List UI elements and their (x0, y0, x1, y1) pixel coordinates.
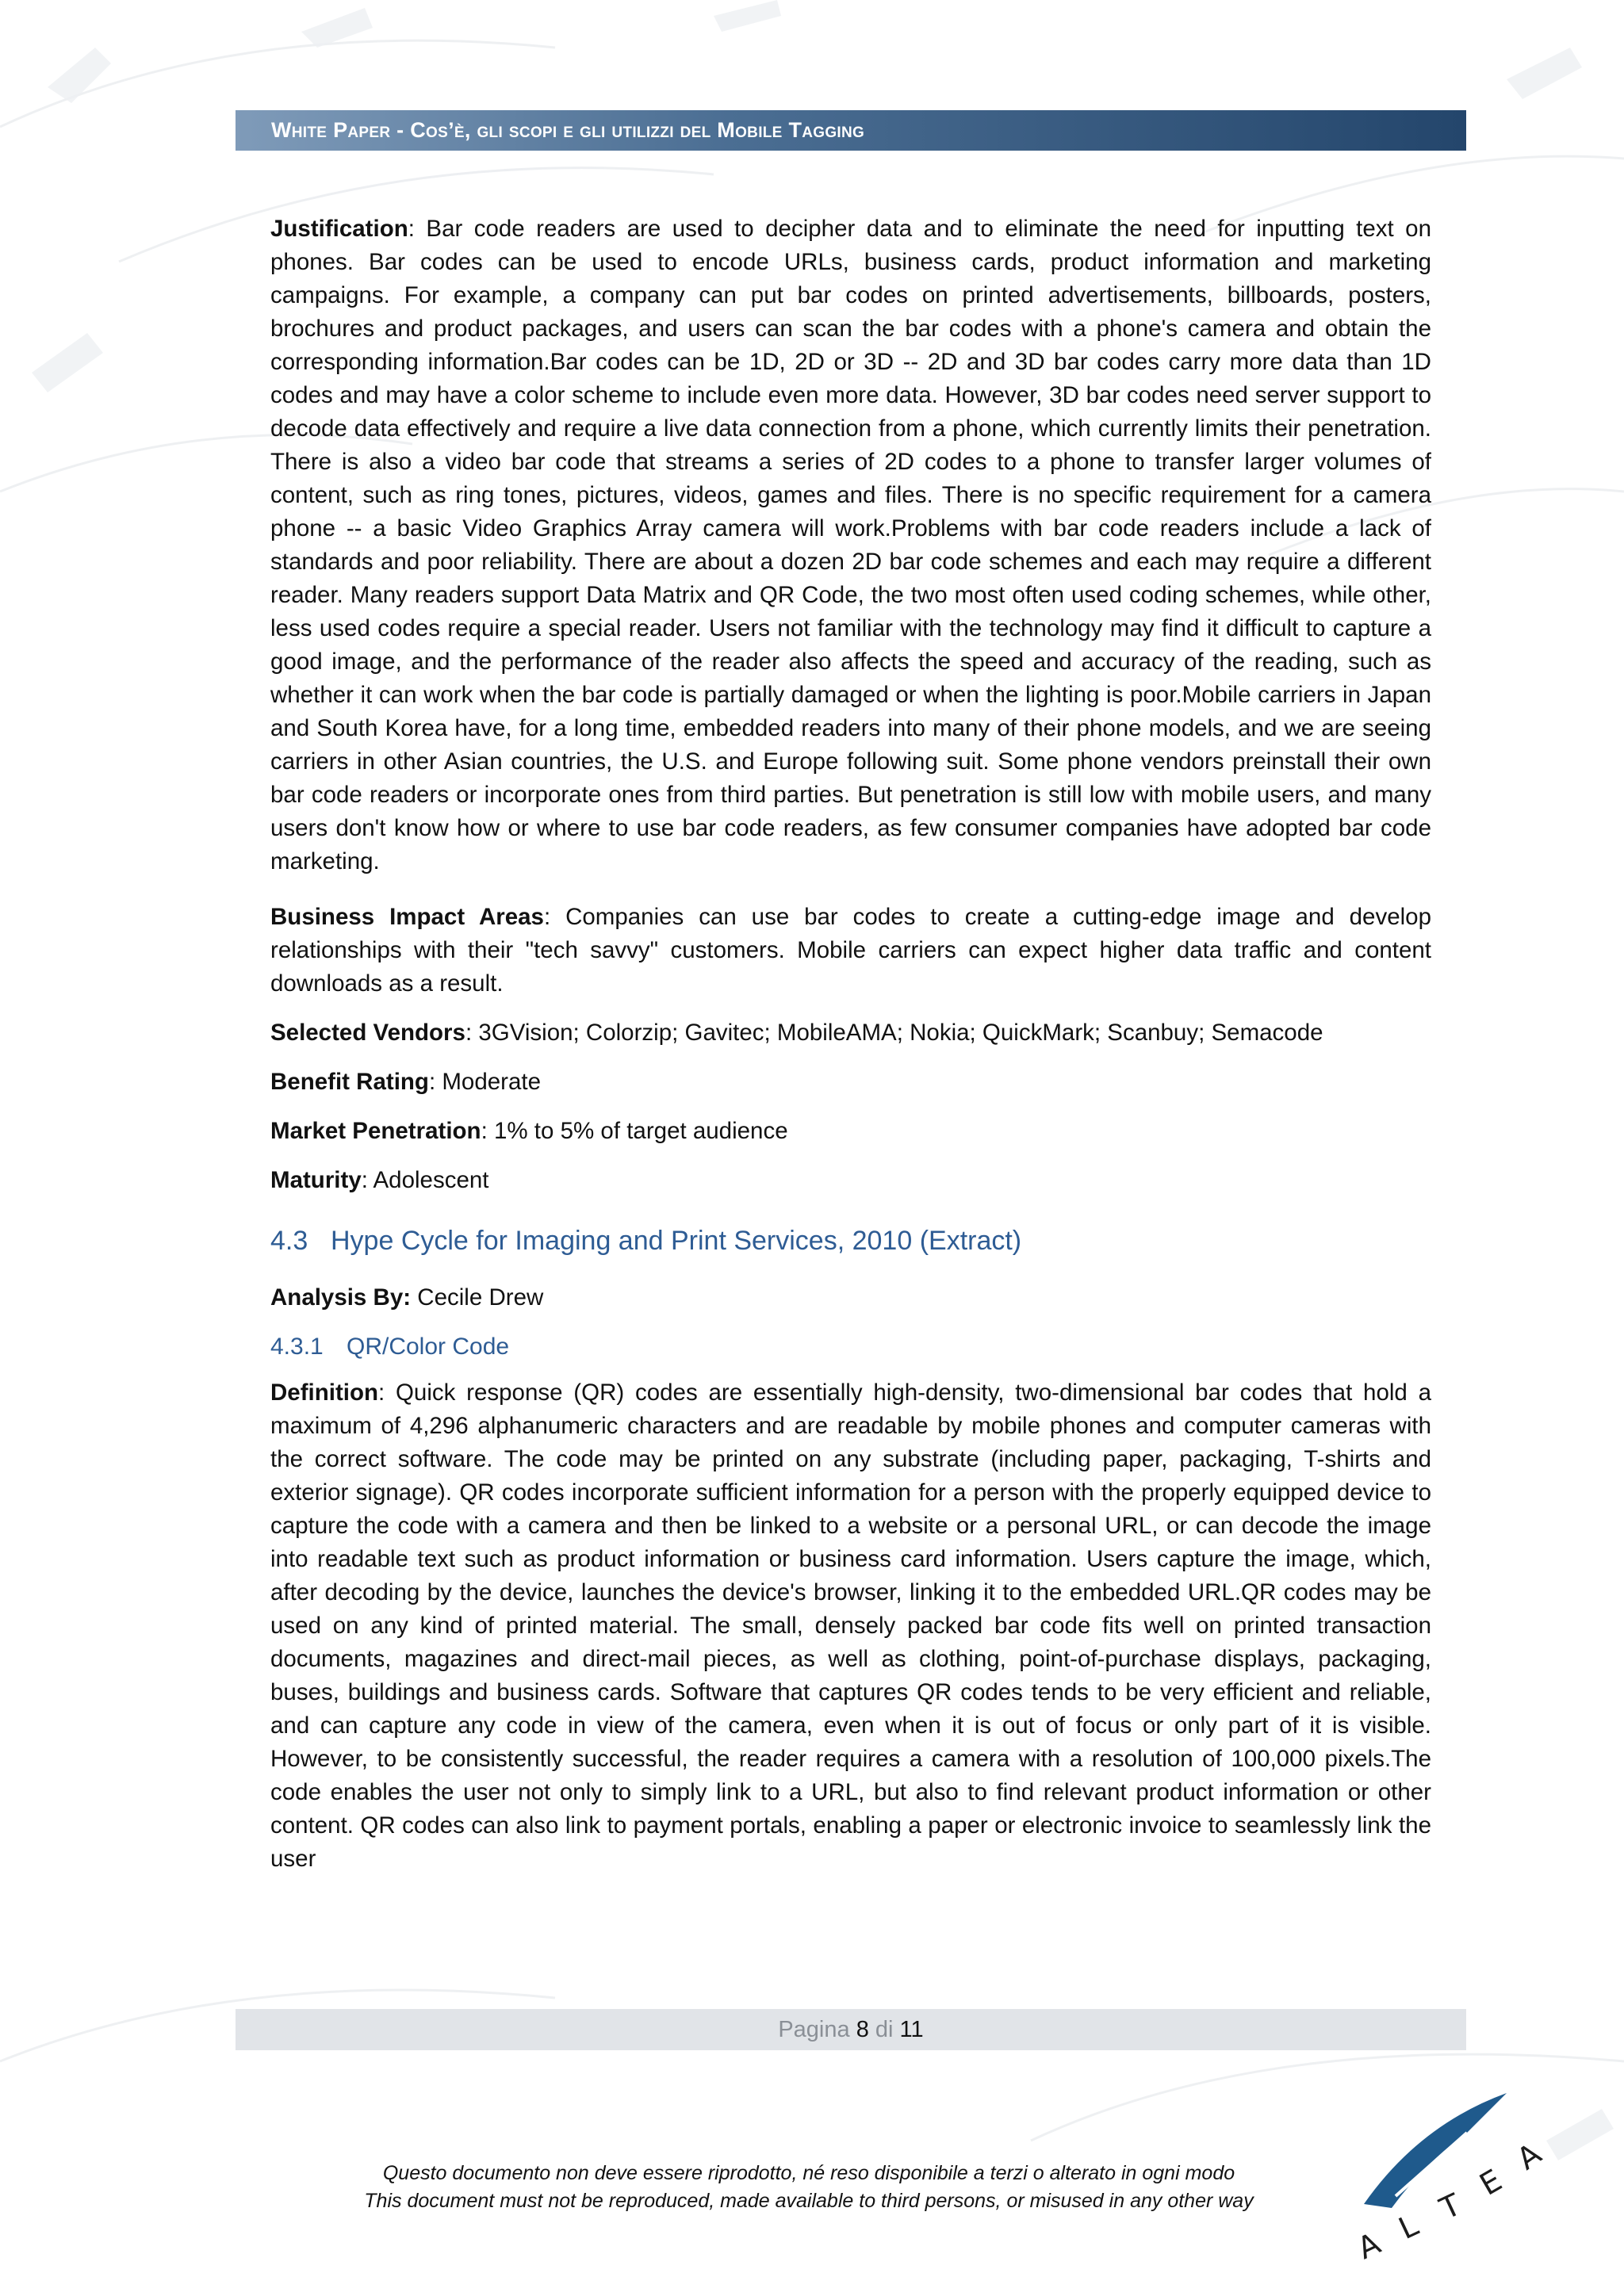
section-number: 4.3 (270, 1226, 308, 1256)
section-heading-4-3 (270, 1224, 1431, 1257)
maturity-text: : Adolescent (361, 1167, 489, 1193)
page-current: 8 (856, 2016, 869, 2042)
analysis-by-text: Cecile Drew (411, 1284, 544, 1311)
business-impact-label: Business Impact Areas (270, 904, 544, 930)
business-impact-paragraph (270, 901, 1431, 1001)
justification-text: : Bar code readers are used to decipher data and to eliminate the need for inputting text on phones. Bar codes can be used to encode URLs, business cards, product information and marketing campaigns. For example, a company can put bar codes on printed advertisements, billboards, posters, brochures and product packages, and users can scan the bar codes with a phone's camera and obtain the corresponding information.Bar codes can be 1D, 2D or 3D -- 2D and 3D bar codes carry more data than 1D codes and may have a color scheme to include even more data. However, 3D bar codes need server support to decode data effectively and require a live data connection from a phone, which currently limits their penetration. There is also a video bar code that streams a series of 2D codes to a phone to transfer larger volumes of content, such as ring tones, pictures, videos, games and files. There is no specific requirement for a camera phone -- a basic Video Graphics Array camera will work.Problems with bar code readers include a lack of standards and poor reliability. There are about a dozen 2D bar code schemes and each may require a different reader. Many readers support Data Matrix and QR Code, the two most often used coding schemes, while other, less used codes require a special reader. Users not familiar with the technology may find it difficult to capture a good image, and the performance of the reader also affects the speed and accuracy of the reading, such as whether it can work when the bar code is partially damaged or when the lighting is poor.Mobile carriers in Japan and South Korea have, for a long time, embedded readers into many of their phone models, and we are seeing carriers in other Asian countries, the U.S. and Europe following suit. Some phone vendors preinstall their own bar code readers or incorporate ones from third parties. But penetration is still low with mobile users, and many users don't know how or where to use bar code readers, as few consumer companies have adopted bar code marketing. (270, 216, 1431, 874)
page-number-bar (236, 2009, 1466, 2050)
definition-label: Definition (270, 1380, 379, 1406)
analysis-by-label: Analysis By: (270, 1284, 412, 1311)
maturity-paragraph (270, 1164, 1431, 1197)
page-of-label: di (875, 2016, 894, 2042)
section-heading-4-3-1 (270, 1330, 1431, 1364)
document-header-bar (236, 110, 1466, 151)
justification-paragraph (270, 212, 1431, 878)
page-label: Pagina (778, 2016, 850, 2042)
svg-text:E: E (1473, 2162, 1508, 2202)
document-header-title: White Paper - Cos’è, gli scopi e gli utilizzi del Mobile Tagging (271, 118, 865, 142)
market-penetration-label: Market Penetration (270, 1118, 481, 1144)
business-impact-text: : Companies can use bar codes to create a cutting-edge image and develop relationships with their "tech savvy" customers. Mobile carriers can expect higher data traffic and content downloads as a result. (270, 904, 1431, 997)
selected-vendors-label: Selected Vendors (270, 1020, 465, 1046)
subsection-number: 4.3.1 (270, 1334, 324, 1360)
document-body (270, 212, 1431, 1892)
subsection-title: QR/Color Code (347, 1334, 510, 1360)
market-penetration-text: : 1% to 5% of target audience (481, 1118, 788, 1144)
notice-italian: Questo documento non deve essere riprodotto, né reso disponibile a terzi o alterato in ogni modo (382, 2162, 1235, 2184)
notice-english: This document must not be reproduced, made available to third persons, or misused in any other way (364, 2190, 1254, 2212)
selected-vendors-text: : 3GVision; Colorzip; Gavitec; MobileAMA; Nokia; QuickMark; Scanbuy; Semacode (465, 1020, 1323, 1046)
definition-text: : Quick response (QR) codes are essentially high-density, two-dimensional bar codes that hold a maximum of 4,296 alphanumeric characters and are readable by mobile phones and computer cameras with the correct software. The code may be printed on any substrate (including paper, packaging, T-shirts and exterior signage). QR codes incorporate sufficient information for a person with the properly equipped device to capture the code with a camera and then be linked to a website or a personal URL, or can decode the image into readable text such as product information or business card information. Users capture the image, which, after decoding by the device, launches the device's browser, linking it to the embedded URL.QR codes may be used on any kind of printed material. The small, densely packed bar code fits well on printed transaction documents, magazines and direct-mail pieces, as well as clothing, point-of-purchase displays, packaging, buses, buildings and business cards. Software that captures QR codes tends to be very efficient and reliable, and can capture any code in view of the camera, even when it is out of focus or only part of it is visible. However, to be consistently successful, the reader requires a camera with a resolution of 100,000 pixels.The code enables the user not only to simply link to a URL, but also to find relevant product information or other content. QR codes can also link to payment portals, enabling a paper or electronic invoice to seamlessly link the user (270, 1380, 1431, 1872)
selected-vendors-paragraph (270, 1016, 1431, 1050)
svg-text:T: T (1434, 2187, 1466, 2227)
svg-text:L: L (1393, 2207, 1423, 2247)
altea-logo (1348, 2077, 1570, 2275)
justification-label: Justification (270, 216, 408, 242)
benefit-rating-paragraph (270, 1066, 1431, 1099)
svg-text:A: A (1352, 2225, 1386, 2267)
benefit-rating-text: : Moderate (428, 1069, 541, 1095)
market-penetration-paragraph (270, 1115, 1431, 1148)
section-title: Hype Cycle for Imaging and Print Services, 2010 (Extract) (331, 1226, 1022, 1256)
definition-paragraph (270, 1376, 1431, 1876)
benefit-rating-label: Benefit Rating (270, 1069, 429, 1095)
analysis-by-paragraph (270, 1281, 1431, 1314)
page-total: 11 (899, 2016, 924, 2042)
svg-text:A: A (1510, 2136, 1548, 2177)
maturity-label: Maturity (270, 1167, 362, 1193)
